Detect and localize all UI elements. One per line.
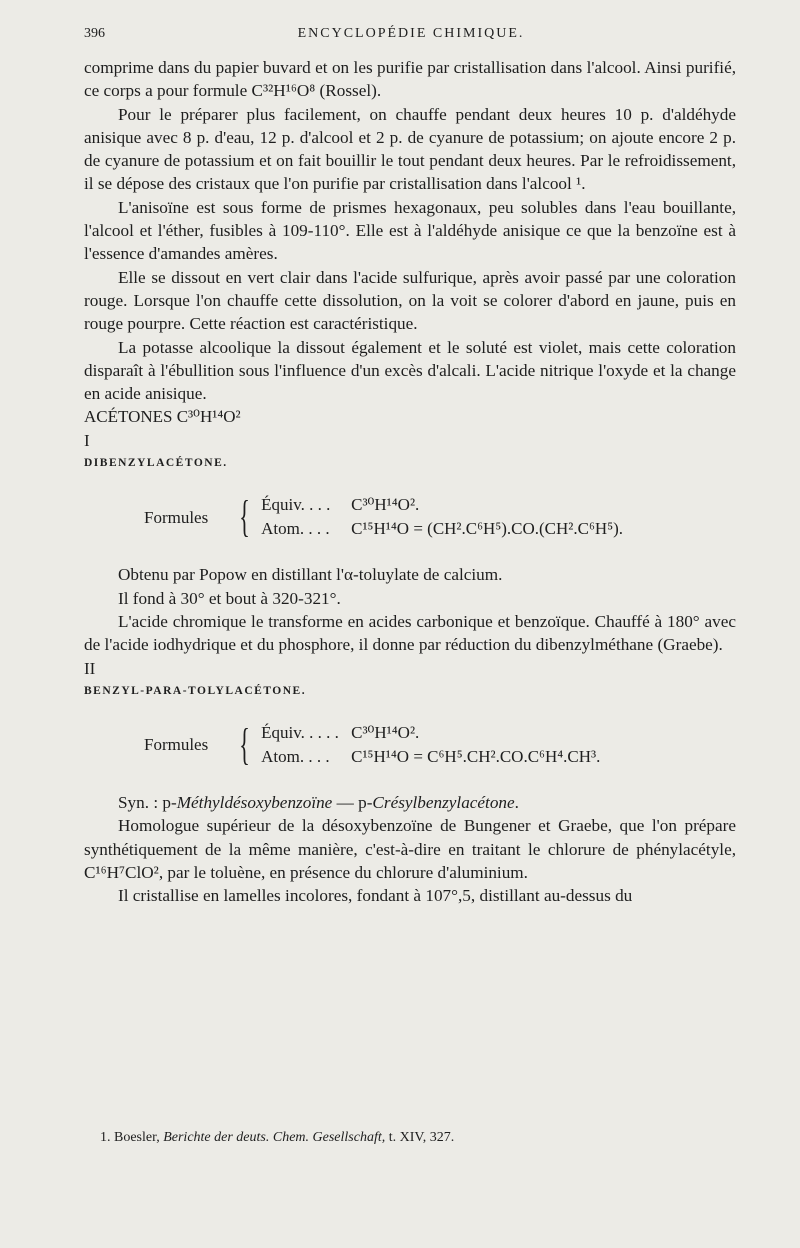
paragraph: Il fond à 30° et bout à 320-321°. (118, 588, 341, 608)
formula-key: Atom. . . . (261, 747, 330, 767)
formula-value: C¹⁵H¹⁴O = (CH².C⁶H⁵).CO.(CH².C⁶H⁵). (351, 519, 624, 539)
synonyms-line (84, 791, 736, 814)
formula-block (144, 721, 736, 769)
footnote-author: Boesler, (114, 1130, 160, 1145)
paragraph: L'anisoïne est sous forme de prismes hexagonaux, peu solubles dans l'eau bouillante, l'alcool et l'éther, fusibles à 109-110°. Elle est à l'aldéhyde anisique ce que la benzoïne est à l'essence d'amandes amères. (84, 197, 736, 264)
paragraph: L'acide chromique le transforme en acides carbonique et benzoïque. Chauffé à 180° avec de l'acide iodhydrique et du phosphore, il donne par réduction du dibenzylméthane (Graebe). (84, 611, 736, 655)
formula-value: C³⁰H¹⁴O². (351, 495, 420, 515)
paragraph: comprime dans du papier buvard et on les purifie par cristallisation dans l'alcool. Ainsi purifié, ce corps a pour formule C³²H¹⁶O⁸ (Rossel). (84, 58, 736, 101)
formula-value: C¹⁵H¹⁴O = C⁶H⁵.CH².CO.C⁶H⁴.CH³. (351, 747, 601, 767)
footnote-reference: t. XIV, 327. (388, 1130, 455, 1145)
paragraph: Obtenu par Popow en distillant l'α-toluylate de calcium. (118, 565, 503, 585)
paragraph: Pour le préparer plus facilement, on chauffe pendant deux heures 10 p. d'aldéhyde anisique avec 8 p. d'eau, 12 p. d'alcool et 2 p. de cyanure de potassium; on ajoute encore 2 p. de cyanure de potassium et on fait bouillir le tout pendant deux heures. Par le refroidissement, il se dépose des cristaux que l'on purifie par cristallisation dans l'alcool ¹. (84, 104, 736, 194)
synonyms-separator: — p- (332, 793, 373, 813)
formula-block (144, 493, 736, 541)
page-header (84, 26, 738, 48)
formula-key: Équiv. . . . (261, 495, 331, 515)
formula-key: Équiv. . . . . (261, 723, 339, 743)
synonyms-end: . (514, 793, 519, 813)
synonym-name: Méthyldésoxybenzoïne (176, 793, 333, 813)
subsection-number: I (84, 430, 90, 450)
subsection-number: II (84, 658, 96, 678)
paragraph: La potasse alcoolique la dissout également et le soluté est violet, mais cette coloration disparaît à l'ébullition sous l'influence d'un excès d'alcali. L'acide nitrique l'oxyde et la change en acide anisique. (84, 337, 736, 404)
paragraph: Homologue supérieur de la désoxybenzoïne de Bungener et Graebe, que l'on prépare synthétiquement de la même manière, c'est-à-dire en traitant le chlorure de phénylacétyle, C¹⁶H⁷ClO², par le toluène, en présence du chlorure d'aluminium. (84, 816, 736, 883)
footnote (100, 1130, 454, 1146)
paragraph: Il cristallise en lamelles incolores, fondant à 107°,5, distillant au-dessus du (118, 886, 633, 906)
formula-label: Formules (144, 507, 209, 527)
main-text (84, 56, 736, 908)
synonym-name: Crésylbenzylacétone (372, 793, 515, 813)
paragraph: Elle se dissout en vert clair dans l'acide sulfurique, après avoir passé par une coloration rouge. Lorsque l'on chauffe cette dissolution, on la voit se colorer d'abord en jaune, puis en rouge pourpre. Cette réaction est caractéristique. (84, 267, 736, 334)
footnote-marker: 1. (100, 1130, 111, 1145)
subsection-title: DIBENZYLACÉTONE. (84, 457, 228, 470)
page-number: 396 (84, 26, 105, 41)
brace-glyph: { (239, 720, 250, 770)
brace-glyph: { (239, 492, 250, 542)
synonyms-prefix: Syn. : p- (118, 793, 177, 813)
formula-key: Atom. . . . (261, 519, 330, 539)
footnote-journal: Berichte der deuts. Chem. Gesellschaft, (163, 1130, 386, 1145)
running-title: ENCYCLOPÉDIE CHIMIQUE. (297, 26, 525, 41)
subsection-title: BENZYL-PARA-TOLYLACÉTONE. (84, 684, 307, 697)
formula-label: Formules (144, 735, 209, 755)
section-heading: ACÉTONES C³⁰H¹⁴O² (84, 407, 241, 427)
formula-value: C³⁰H¹⁴O². (351, 723, 420, 743)
